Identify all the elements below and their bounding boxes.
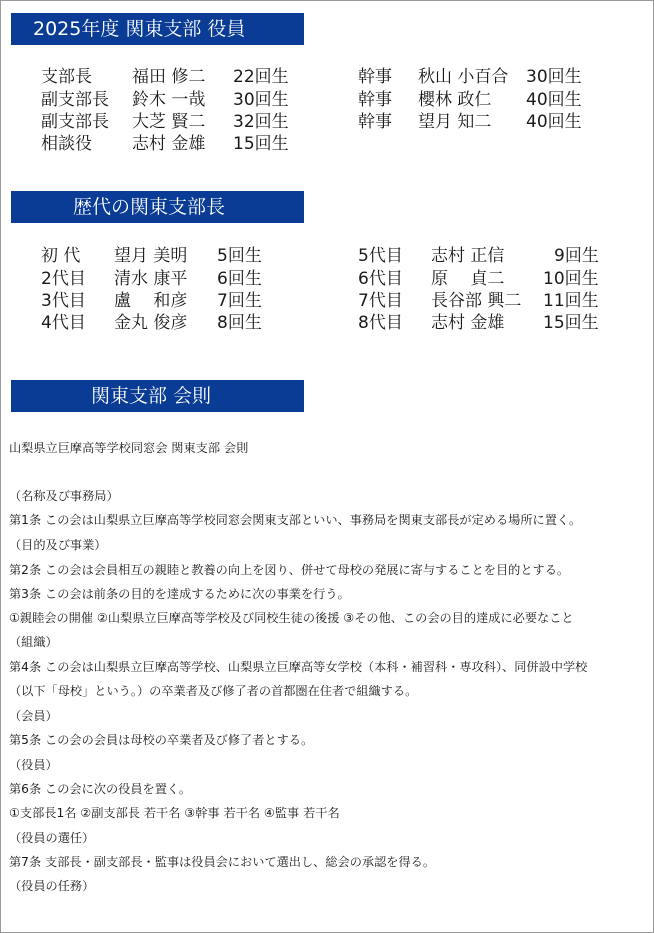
history-generation: 4代目	[41, 313, 86, 333]
history-generation: 7代目	[358, 291, 403, 311]
officer-class: 40回生	[526, 112, 582, 132]
history-generation: 3代目	[41, 291, 86, 311]
history-generation: 5代目	[358, 246, 403, 266]
officer-class: 32回生	[233, 112, 289, 132]
history-name: 清水 康平	[114, 269, 188, 289]
rule-heading: （目的及び事業）	[9, 538, 107, 552]
officers-banner: 2025年度 関東支部 役員	[11, 13, 304, 45]
history-name: 盧 和彦	[114, 291, 188, 311]
history-row	[358, 245, 638, 268]
officer-name: 福田 修二	[132, 67, 206, 87]
history-class: 11回生	[543, 291, 599, 311]
rule-heading: （役員の選任）	[9, 831, 95, 845]
history-row	[41, 290, 321, 313]
rule-article: 第3条 この会は前条の目的を達成するために次の事業を行う。	[9, 587, 350, 601]
officer-row	[41, 133, 321, 156]
history-class: 7回生	[217, 291, 262, 311]
officer-row	[358, 89, 638, 112]
officer-name: 志村 金雄	[132, 134, 206, 154]
history-row	[41, 268, 321, 291]
rule-article: 第7条 支部長・副支部長・監事は役員会において選出し、総会の承認を得る。	[9, 855, 436, 869]
rule-article: 第1条 この会は山梨県立巨摩高等学校同窓会関東支部といい、事務局を関東支部長が定める場所に置く。	[9, 513, 582, 527]
officer-role: 幹事	[358, 67, 392, 87]
history-name: 長谷部 興二	[431, 291, 522, 311]
officer-row	[358, 66, 638, 89]
rule-list: ①親睦会の開催 ②山梨県立巨摩高等学校及び同校生徒の後援 ③その他、この会の目的達成に必要なこと	[9, 611, 574, 625]
history-row	[358, 290, 638, 313]
officer-role: 副支部長	[41, 90, 109, 110]
rule-list: ①支部長1名 ②副支部長 若干名 ③幹事 若干名 ④監事 若干名	[9, 806, 340, 820]
history-row	[41, 312, 321, 335]
history-row	[358, 268, 638, 291]
officer-row	[41, 111, 321, 134]
history-class: 6回生	[217, 269, 262, 289]
history-generation: 初 代	[41, 246, 81, 266]
officer-name: 櫻林 政仁	[418, 90, 492, 110]
history-generation: 2代目	[41, 269, 86, 289]
officer-role: 相談役	[41, 134, 92, 154]
officer-class: 30回生	[526, 67, 582, 87]
rule-heading: （役員）	[9, 758, 58, 772]
history-class: 10回生	[543, 269, 599, 289]
officer-row	[358, 111, 638, 134]
rules-title: 山梨県立巨摩高等学校同窓会 関東支部 会則	[9, 441, 249, 455]
rule-article: （以下「母校」という。）の卒業者及び修了者の首都圏在住者で組織する。	[9, 684, 418, 698]
officer-role: 幹事	[358, 90, 392, 110]
rule-heading: （役員の任務）	[9, 879, 95, 893]
history-row	[41, 245, 321, 268]
officer-row	[41, 66, 321, 89]
officer-class: 22回生	[233, 67, 289, 87]
history-row	[358, 312, 638, 335]
officer-class: 30回生	[233, 90, 289, 110]
rule-article: 第2条 この会は会員相互の親睦と教養の向上を図り、併せて母校の発展に寄与することを目的とする。	[9, 563, 570, 577]
officer-name: 秋山 小百合	[418, 67, 509, 87]
officer-class: 40回生	[526, 90, 582, 110]
rule-heading: （組織）	[9, 635, 58, 649]
history-class: 15回生	[543, 313, 599, 333]
history-class: 8回生	[217, 313, 262, 333]
rules-banner: 関東支部 会則	[11, 380, 304, 412]
history-generation: 6代目	[358, 269, 403, 289]
history-generation: 8代目	[358, 313, 403, 333]
rule-heading: （会員）	[9, 709, 58, 723]
history-name: 原 貞二	[431, 269, 505, 289]
officer-name: 鈴木 一哉	[132, 90, 206, 110]
history-name: 望月 美明	[114, 246, 188, 266]
officer-class: 15回生	[233, 134, 289, 154]
rule-article: 第4条 この会は山梨県立巨摩高等学校、山梨県立巨摩高等女学校（本科・補習科・専攻科）、同併設中学校	[9, 660, 588, 674]
officer-row	[41, 89, 321, 112]
history-name: 志村 金雄	[431, 313, 505, 333]
officer-name: 望月 知二	[418, 112, 492, 132]
history-class: 9回生	[554, 246, 599, 266]
history-name: 志村 正信	[431, 246, 505, 266]
officer-role: 支部長	[41, 67, 92, 87]
rule-article: 第5条 この会の会員は母校の卒業者及び修了者とする。	[9, 733, 314, 747]
history-banner: 歴代の関東支部長	[11, 191, 304, 223]
officer-name: 大芝 賢二	[132, 112, 206, 132]
officer-role: 幹事	[358, 112, 392, 132]
rule-article: 第6条 この会に次の役員を置く。	[9, 782, 192, 796]
history-class: 5回生	[217, 246, 262, 266]
rule-heading: （名称及び事務局）	[9, 489, 119, 503]
officer-role: 副支部長	[41, 112, 109, 132]
history-name: 金丸 俊彦	[114, 313, 188, 333]
